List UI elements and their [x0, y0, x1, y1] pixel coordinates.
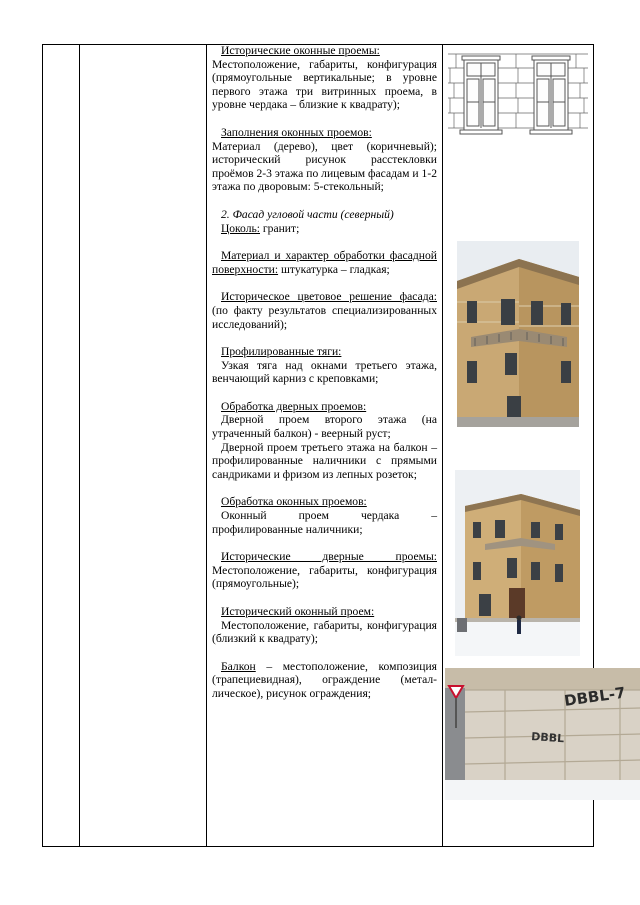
- historic-windows-heading: Исторические оконные проемы:: [221, 44, 380, 57]
- table-column-divider-1: [79, 44, 80, 847]
- description-column: [212, 44, 437, 715]
- surface-finish-block: [212, 249, 437, 276]
- profiled-text: Узкая тяга над окнами третьего этажа, венчающий карниз с креповками;: [212, 358, 437, 386]
- surface-finish-text: штукатурка – гладкая;: [278, 262, 390, 276]
- historic-windows-text: Местоположение, габариты, конфигурация (прямоугольные вертикальные; в уровне первого этажа три витринных проема, в уровне чердака – близкие к квадрату);: [212, 57, 437, 112]
- corner-facade-title: 2. Фасад угловой части (северный): [221, 207, 394, 221]
- corner-facade-block: [212, 208, 437, 235]
- plinth-value: гранит;: [260, 221, 300, 235]
- window-fill-text: Материал (дерево), цвет (коричневый); исторический рисунок расстекловки проёмов 2-3 этажа по лицевым фасадам и 1-2 этажа по дворовым: 5-стекольный;: [212, 139, 437, 194]
- window-treatment-text: Оконный проем чердака – профилированные наличники;: [212, 509, 437, 536]
- door-treatment-heading: Обработка дверных проемов:: [221, 399, 367, 413]
- historic-window-text: Местоположение, габариты, конфигурация (близкий к квадрату);: [212, 618, 437, 646]
- color-scheme-block: [212, 290, 437, 331]
- color-scheme-heading: Историческое цветовое решение фасада:: [221, 290, 437, 304]
- door-treatment-block: [212, 400, 437, 482]
- historic-doors-heading: Исторические дверные проемы:: [221, 550, 437, 564]
- historic-window-block: [212, 605, 437, 646]
- balcony-block: [212, 660, 437, 701]
- table-column-divider-2: [206, 44, 207, 847]
- street-view-photo: [455, 470, 580, 656]
- color-scheme-text: (по факту результатов специализированных исследований);: [212, 303, 437, 331]
- window-fill-block: [212, 126, 437, 194]
- window-treatment-heading: Обработка оконных проемов:: [221, 495, 367, 509]
- door-treatment-line-1: Дверной проем второго этажа (на утраченный балкон) - веерный руст;: [212, 413, 437, 441]
- table-border-left: [42, 44, 43, 847]
- table-border-bottom: [42, 846, 594, 847]
- historic-doors-block: [212, 550, 437, 591]
- corner-facade-photo: [457, 241, 579, 427]
- window-elevation-drawing: [446, 46, 590, 138]
- graffiti-tag-2: DBBL: [530, 730, 565, 746]
- table-column-divider-3: [442, 44, 443, 847]
- window-fill-heading: Заполнения оконных проемов:: [221, 125, 372, 139]
- historic-doors-text: Местоположение, габариты, конфигурация (прямоугольные);: [212, 563, 437, 591]
- plinth-label: Цоколь:: [221, 221, 260, 235]
- profiled-block: [212, 345, 437, 386]
- window-treatment-block: [212, 495, 437, 536]
- surface-finish-heading: Материал и характер обработки фасадной поверхности:: [212, 249, 437, 276]
- graffiti-wall-photo: [445, 668, 640, 800]
- balcony-text: – местоположение, композиция (трапециевидная), ограждение (метал-лическое), рисунок ограждения;: [212, 659, 437, 700]
- profiled-heading: Профилированные тяги:: [221, 345, 342, 359]
- door-treatment-line-2: Дверной проем третьего этажа на балкон – профилированные наличники с прямыми сандриками и фризом из лепных розеток;: [212, 440, 437, 481]
- historic-windows-block: [212, 44, 437, 112]
- balcony-heading: Балкон: [221, 659, 256, 673]
- graffiti-tag-1: DBBL-7: [563, 683, 627, 710]
- historic-window-heading: Исторический оконный проем:: [221, 605, 375, 618]
